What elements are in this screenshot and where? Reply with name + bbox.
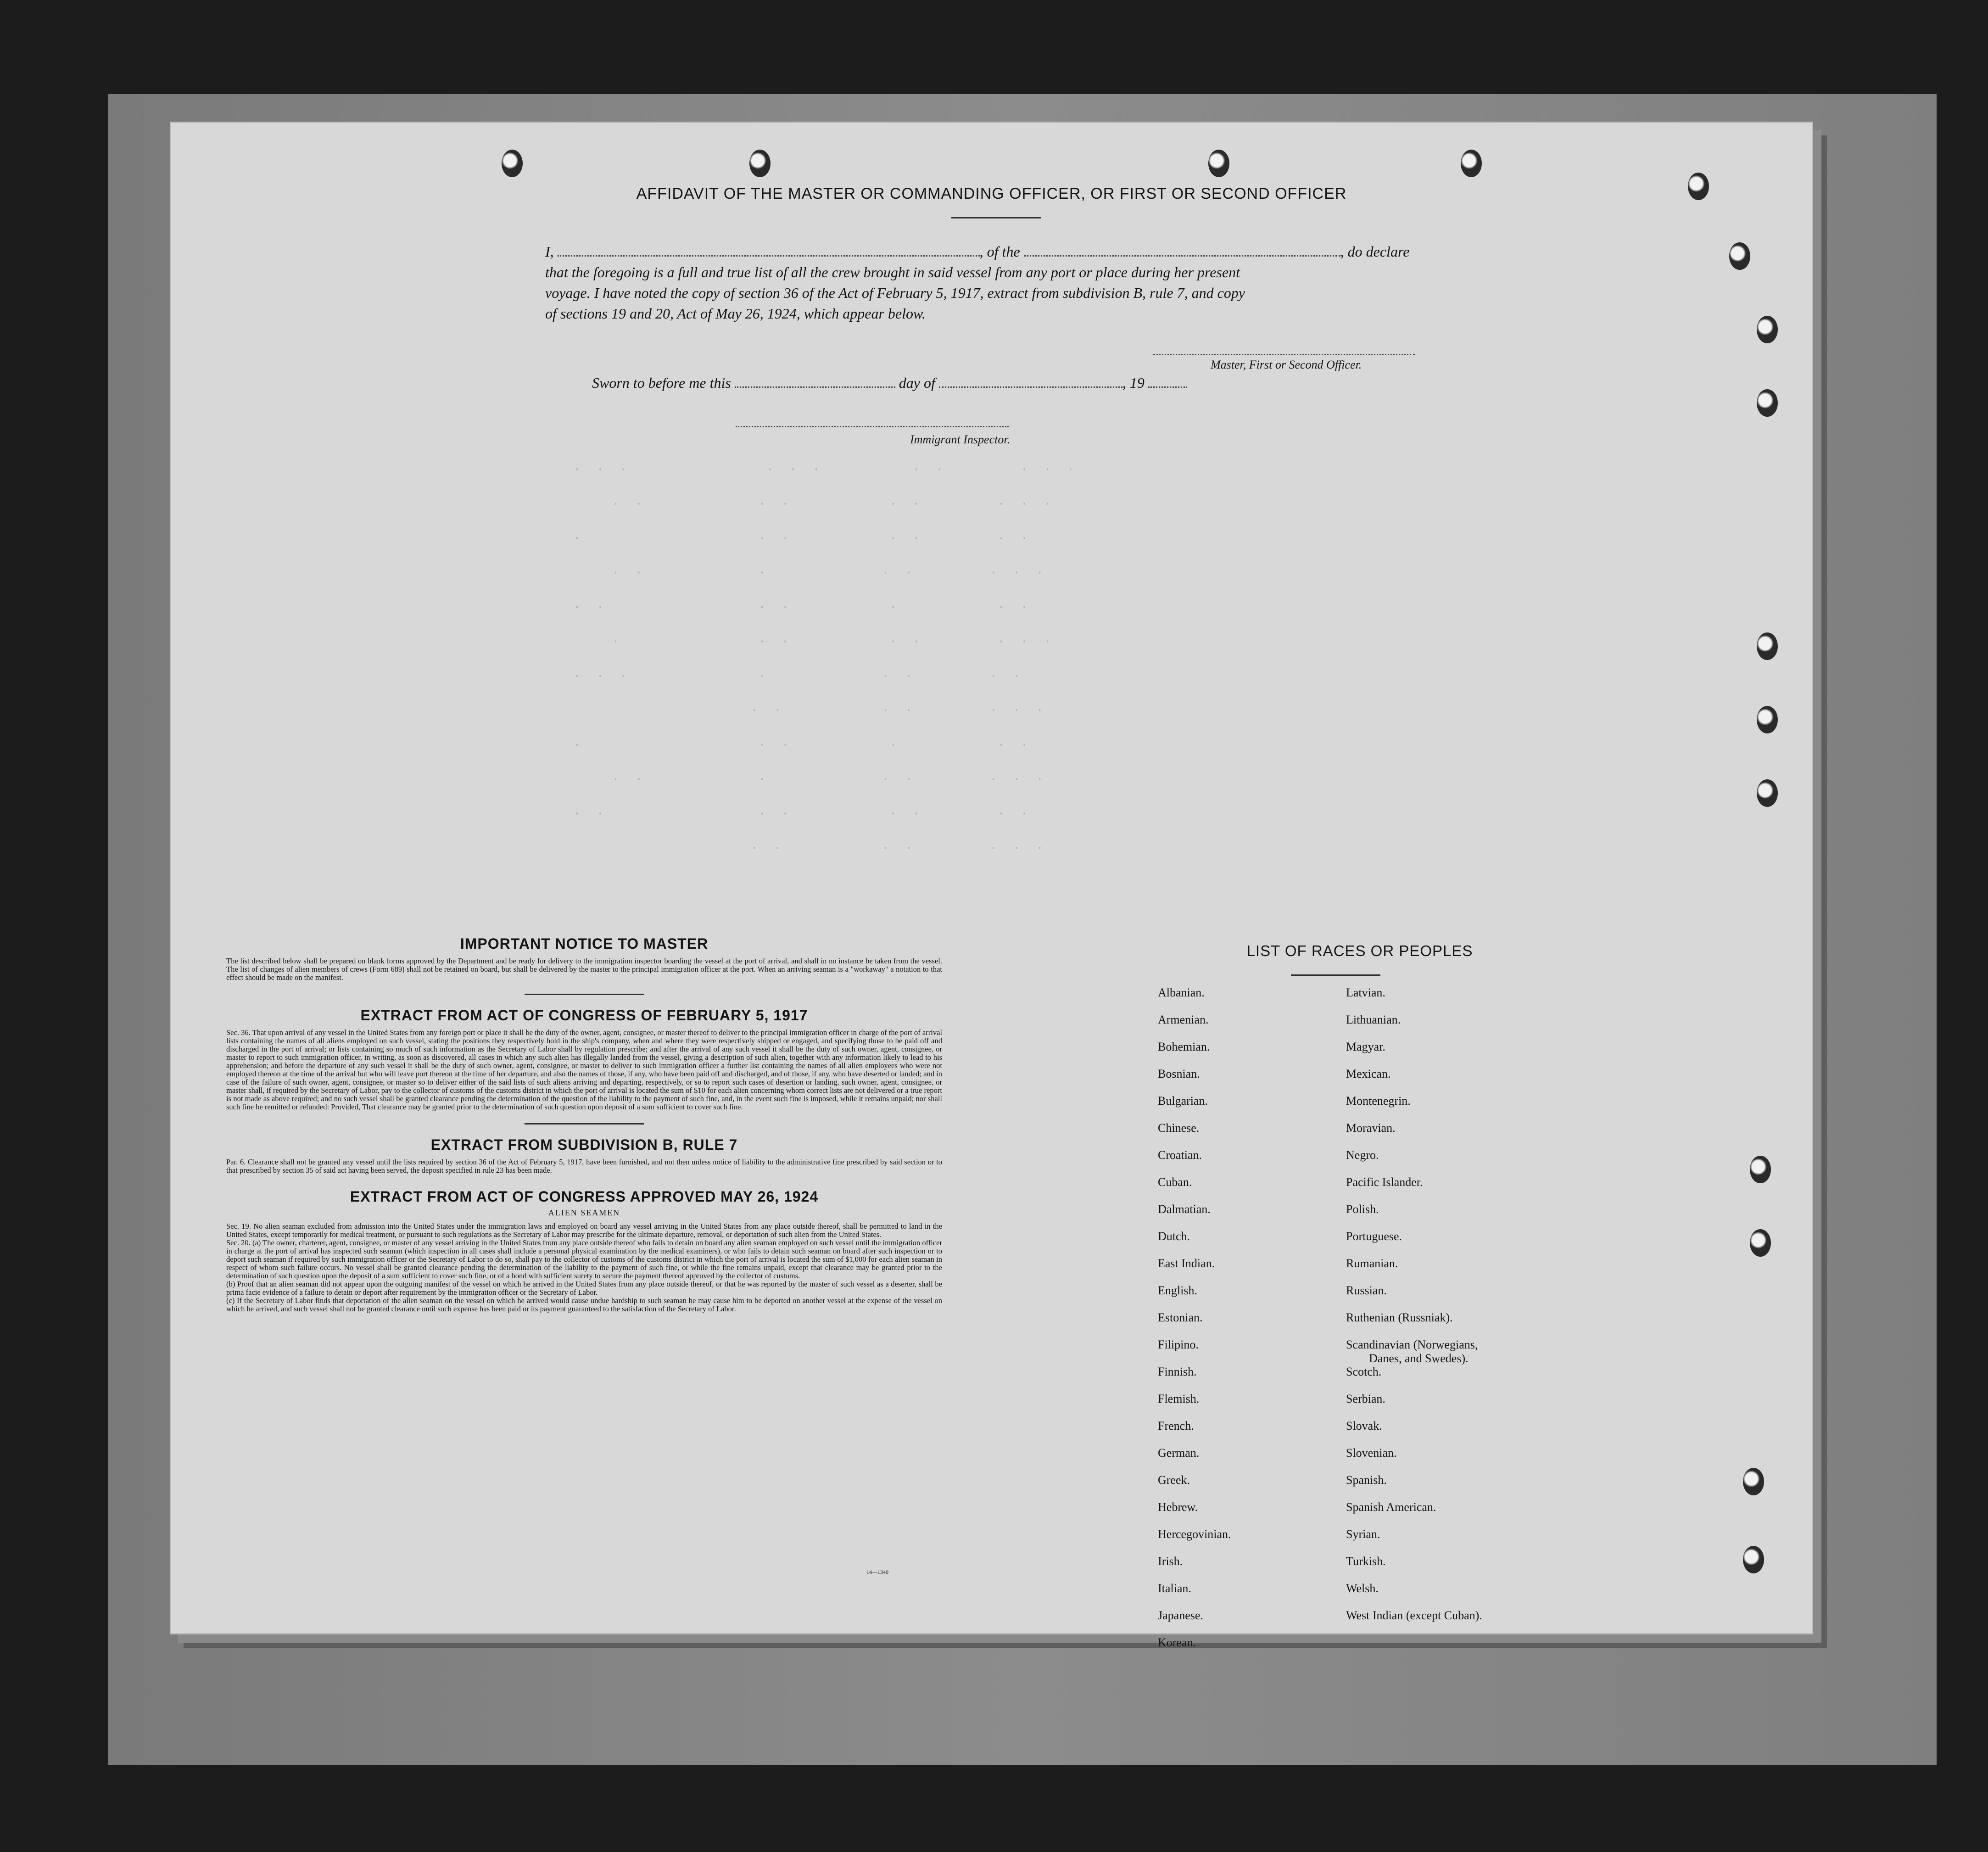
races-heading: LIST OF RACES OR PEOPLES (1246, 942, 1473, 959)
form-number: 14—1340 (866, 1569, 888, 1575)
alien-seamen-subtitle: ALIEN SEAMEN (548, 1208, 620, 1217)
sec20a-body: Sec. 20. (a) The owner, charterer, agent, consignee, or master of any vessel arriving in the United States from any place outside thereof who fails to detain on board any alien seaman employed on such vessel until the immigration officer in charge at the port of arrival has inspected such seaman (which inspection in all cases shall include a personal physical examination by the medical examiners), or who fails to detain such seaman on board after such inspection or to deport such seaman if required by such immigration officer or the Secretary of Labor to do so, shall pay to the collector of customs of the customs district in which the port of arrival is located the sum of $1,000 for each alien seaman in respect of whom such failure occurs. No vessel shall be granted clearance pending the determination of the liability to the payment of such fine, or while the fine remains unpaid, except that clearance may be granted prior to the determination of such question upon the deposit of a sum sufficient to cover such fine, or of a bond with sufficient surety to secure the payment thereof approved by the collector of customs. (226, 1238, 942, 1280)
race-item: French. (1158, 1419, 1194, 1432)
race-item: Ruthenian (Russniak). (1346, 1311, 1453, 1324)
race-item: Bosnian. (1158, 1067, 1200, 1080)
sworn-month-field[interactable] (939, 386, 1122, 388)
sec19-body: Sec. 19. No alien seaman excluded from admission into the United States under the immigration laws and employed on board any vessel arriving in the United States from any place outside thereof, shall be permitted to land in the United States, except temporarily for medical treatment, or pursuant to such regulations as the Secretary of Labor may prescribe for the ultimate departure, removal, or deportation of such alien from the United States. (226, 1222, 942, 1239)
punch-hole-icon (1750, 1229, 1771, 1257)
affidavit-line-1 (545, 243, 1409, 260)
race-item: Croatian. (1158, 1148, 1202, 1162)
punch-hole-icon (1757, 632, 1778, 660)
race-item: Slovak. (1346, 1419, 1382, 1432)
race-item: Irish. (1158, 1555, 1183, 1568)
sworn-day-field[interactable] (735, 386, 895, 388)
race-item: Syrian. (1346, 1527, 1380, 1541)
race-item: Flemish. (1158, 1392, 1200, 1405)
race-item: Finnish. (1158, 1365, 1197, 1378)
race-item: Slovenian. (1346, 1446, 1397, 1460)
race-item: East Indian. (1158, 1257, 1215, 1270)
notice-body: The list described below shall be prepared on blank forms approved by the Department and be ready for delivery to the immigration inspector boarding the vessel at the port of arrival, and shall in no instance be taken from the vessel. The list of changes of alien members of crews (Form 689) shall not be retained on board, but shall be delivered by the master to the principal immigration officer at the port. When an arriving seaman is a "workaway" a notation to that effect should be made on the manifest. (226, 957, 942, 982)
rule7-heading: EXTRACT FROM SUBDIVISION B, RULE 7 (430, 1136, 738, 1153)
punch-hole-icon (1757, 389, 1778, 417)
race-item: Montenegrin. (1346, 1094, 1411, 1108)
race-item: West Indian (except Cuban). (1346, 1609, 1482, 1622)
sworn-line (592, 375, 1187, 392)
race-item: Spanish American. (1346, 1500, 1436, 1514)
race-item: Hercegovinian. (1158, 1527, 1231, 1541)
punch-hole-icon (1743, 1546, 1764, 1573)
race-item: Cuban. (1158, 1175, 1192, 1189)
race-item: Scandinavian (Norwegians, (1346, 1338, 1478, 1351)
race-item: Italian. (1158, 1582, 1191, 1595)
vessel-name-field[interactable] (1024, 255, 1340, 257)
race-item: Portuguese. (1346, 1230, 1402, 1243)
vessel-label: , of the (979, 243, 1020, 260)
race-item: Mexican. (1346, 1067, 1391, 1080)
race-item: Greek. (1158, 1473, 1190, 1487)
sworn-label: Sworn to before me this (592, 375, 731, 391)
declarant-name-field[interactable] (558, 255, 980, 257)
punch-hole-icon (1461, 150, 1482, 177)
sec20c-body: (c) If the Secretary of Labor finds that deportation of the alien seaman on the vessel on which he arrived would cause undue hardship to such seaman he may cause him to be deported on another vessel at the expense of the vessel on which he arrived, and such vessel shall not be granted clearance until such expense has been paid or its payment guaranteed to the satisfaction of the Secretary of Labor. (226, 1296, 942, 1313)
punch-hole-icon (1757, 706, 1778, 733)
punch-hole-icon (1757, 316, 1778, 343)
inspector-signature-field[interactable] (736, 426, 1009, 427)
punch-hole-icon (1750, 1156, 1771, 1183)
race-item: Russian. (1346, 1284, 1387, 1297)
punch-hole-icon (1208, 150, 1229, 177)
race-item: Hebrew. (1158, 1500, 1198, 1514)
race-item: Spanish. (1346, 1473, 1387, 1487)
section-divider (525, 994, 644, 995)
form-page (170, 122, 1813, 1649)
sec20b-body: (b) Proof that an alien seaman did not appear upon the outgoing manifest of the vessel on which he arrived in the United States from any place outside thereof, or that he was reported by the master of such vessel as a deserter, shall be prima facie evidence of a failure to detain or deport after requirement by the immigration officer or the Secretary of Labor. (226, 1280, 942, 1297)
extract-1917-heading: EXTRACT FROM ACT OF CONGRESS OF FEBRUARY 5, 1917 (360, 1007, 808, 1024)
race-item: Armenian. (1158, 1013, 1209, 1026)
race-item: Welsh. (1346, 1582, 1379, 1595)
race-item: Serbian. (1346, 1392, 1385, 1405)
race-item: Dalmatian. (1158, 1203, 1211, 1216)
sworn-year-field[interactable] (1148, 386, 1187, 388)
race-item: Magyar. (1346, 1040, 1385, 1053)
race-item: Japanese. (1158, 1609, 1203, 1622)
races-divider (1291, 974, 1380, 976)
punch-hole-icon (1757, 779, 1778, 807)
race-item: Polish. (1346, 1203, 1379, 1216)
race-item: Pacific Islander. (1346, 1175, 1423, 1189)
race-item: Latvian. (1346, 986, 1385, 999)
master-caption: Master, First or Second Officer. (1211, 358, 1362, 371)
affidavit-line-2: that the foregoing is a full and true list of all the crew brought in said vessel from any port or place during her present (545, 264, 1240, 280)
affidavit-line-3: voyage. I have noted the copy of section 36 of the Act of February 5, 1917, extract from subdivision B, rule 7, and copy (545, 285, 1245, 301)
section-divider (525, 1123, 644, 1125)
year-label: , 19 (1122, 375, 1145, 391)
punch-hole-icon (1729, 242, 1750, 270)
race-item: Albanian. (1158, 986, 1205, 999)
race-item: Korean. (1158, 1636, 1196, 1649)
race-item: Scotch. (1346, 1365, 1382, 1378)
master-signature-field[interactable] (1153, 354, 1415, 355)
declare-label: , do declare (1340, 243, 1410, 260)
notice-heading: IMPORTANT NOTICE TO MASTER (460, 935, 709, 952)
race-item: Lithuanian. (1346, 1013, 1401, 1026)
punch-hole-icon (1743, 1468, 1764, 1495)
race-item: Bulgarian. (1158, 1094, 1208, 1108)
punch-hole-icon (749, 150, 771, 177)
race-item: English. (1158, 1284, 1197, 1297)
race-item: Danes, and Swedes). (1369, 1352, 1469, 1365)
race-item: Rumanian. (1346, 1257, 1398, 1270)
rule7-body: Par. 6. Clearance shall not be granted any vessel until the lists required by section 36 of the Act of February 5, 1917, have been furnished, and not then unless notice of liability to the administrative fine prescribed by said section or to that prescribed by section 35 of said act having been served, the deposit specified in rule 23 has been made. (226, 1158, 942, 1175)
race-item: Filipino. (1158, 1338, 1199, 1351)
punch-hole-icon (502, 150, 523, 177)
affidavit-line-4: of sections 19 and 20, Act of May 26, 1924, which appear below. (545, 305, 926, 322)
race-item: Chinese. (1158, 1121, 1200, 1135)
race-item: Estonian. (1158, 1311, 1203, 1324)
race-item: Moravian. (1346, 1121, 1396, 1135)
title-divider (951, 217, 1041, 218)
day-of-label: day of (899, 375, 935, 391)
race-item: Negro. (1346, 1148, 1379, 1162)
declarant-label: I, (545, 243, 554, 260)
affidavit-title: AFFIDAVIT OF THE MASTER OR COMMANDING OFFICER, OR FIRST OR SECOND OFFICER (636, 185, 1347, 202)
race-item: Turkish. (1346, 1555, 1386, 1568)
extract-1917-body: Sec. 36. That upon arrival of any vessel in the United States from any foreign port or place it shall be the duty of the owner, agent, consignee, or master thereof to deliver to the principal immigration officer in charge of the port of arrival lists containing the names of all aliens employed on such vessel, stating the positions they respectively hold in the ship's company, when and where they were respectively shipped or engaged, and specifying those to be paid off and discharged in the port of arrival; or lists containing so much of such information as the Secretary of Labor shall by regulation prescribe; and after the arrival of any such vessel it shall be the duty of such owner, agent, consignee, or master to report to such immigration officer, in writing, as soon as discovered, all cases in which any such alien has illegally landed from the vessel, giving a description of such alien, together with any information likely to lead to his apprehension; and before the departure of any such vessel it shall be the duty of such owner, agent, consignee, or master to deliver to such immigration officer a further list containing the names of all alien employees who were not employed thereon at the time of the arrival but who will leave port thereon at the time of her departure, and also the names of those, if any, who have been paid off and discharged, and of those, if any, who have deserted or landed; and in case of the failure of such owner, agent, consignee, or master so to deliver either of the said lists of such aliens arriving and departing, respectively, or so to report such cases of desertion or landing, such owner, agent, consignee, or master shall, if required by the Secretary of Labor, pay to the collector of customs of the customs district in which the port of arrival is located the sum of $10 for each alien concerning whom correct lists are not delivered or a true report is not made as above required; and no such vessel shall be granted clearance pending the determination of the question of the liability to the payment of such fine, and, in the event such fine is imposed, while it remains unpaid; nor shall such fine be remitted or refunded: Provided, That clearance may be granted prior to the determination of such question upon deposit of a sum sufficient to cover such fine. (226, 1028, 942, 1111)
bleed-through-texture: · · · · · · · · · · · · · · · · · · · · · · · · · · · · · · · · · · · · · · · · · · · · · · · · · · · · · · · · · · · · · · · · · · · · · · · · · · · · · · · · · · · · · · · · · · · · · · (419, 463, 1075, 856)
race-item: Bohemian. (1158, 1040, 1210, 1053)
notice-column (226, 935, 942, 1313)
extract-1924-heading: EXTRACT FROM ACT OF CONGRESS APPROVED MAY 26, 1924 (350, 1188, 819, 1205)
race-item: Dutch. (1158, 1230, 1190, 1243)
inspector-caption: Immigrant Inspector. (910, 433, 1011, 446)
race-item: German. (1158, 1446, 1200, 1460)
